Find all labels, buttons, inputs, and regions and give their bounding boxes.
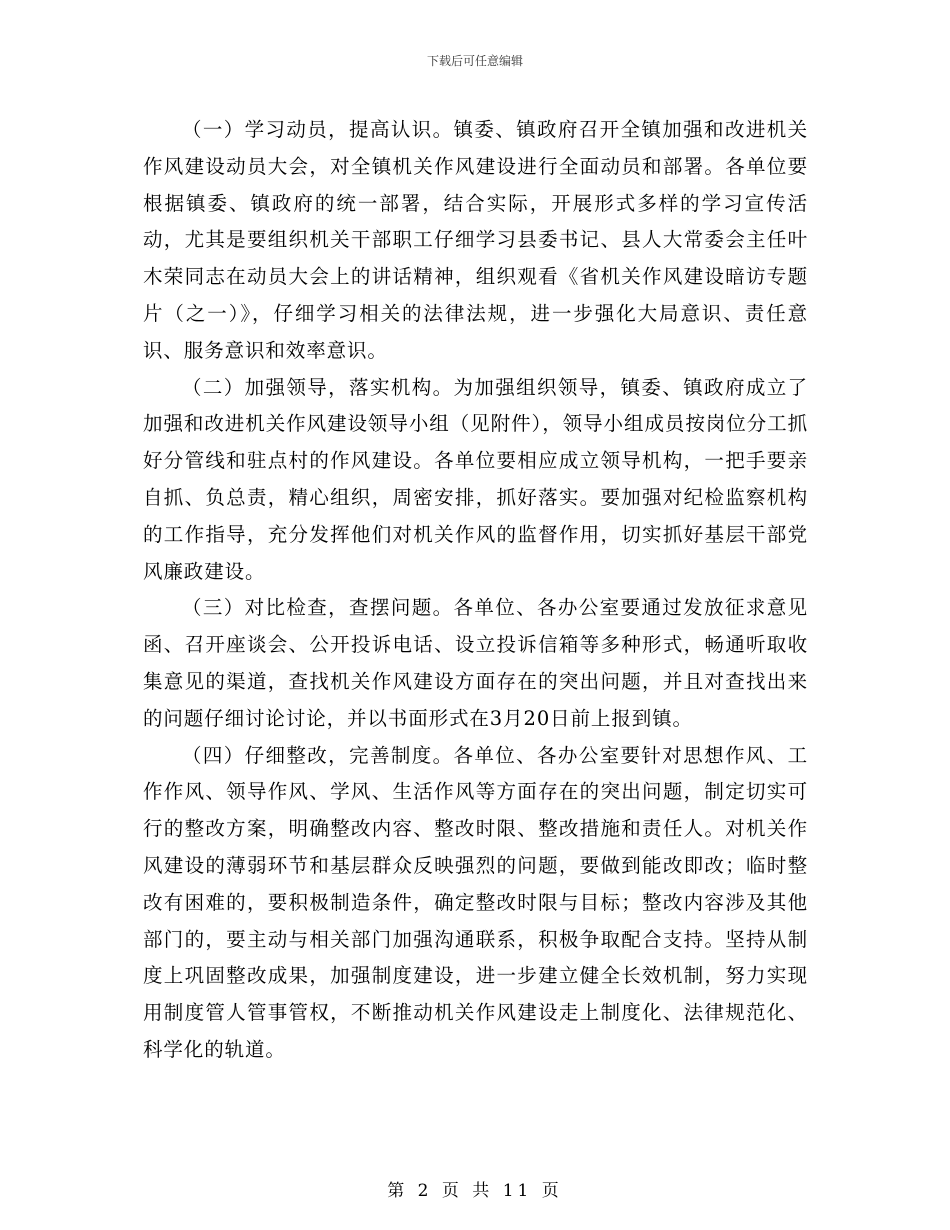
paragraph-2: （二）加强领导，落实机构。为加强组织领导，镇委、镇政府成立了加强和改进机关作风建设领导小组（见附件），领导小组成员按岗位分工抓好分管线和驻点村的作风建设。各单位要相应成立领导机构，一把手要亲自抓、负总责，精心组织，周密安排，抓好落实。要加强对纪检监察机构的工作指导，充分发挥他们对机关作风的监督作用，切实抓好基层干部党风廉政建设。 <box>143 375 808 583</box>
paragraph-3: （三）对比检查，查摆问题。各单位、各办公室要通过发放征求意见函、召开座谈会、公开投诉电话、设立投诉信箱等多种形式，畅通听取收集意见的渠道，查找机关作风建设方面存在的突出问题，并且对查找出来的问题仔细讨论讨论，并以书面形式在3月20日前上报到镇。 <box>143 596 808 730</box>
document-body <box>143 112 808 1069</box>
page-header: 下载后可任意编辑 <box>426 54 523 68</box>
paragraph-1: （一）学习动员，提高认识。镇委、镇政府召开全镇加强和改进机关作风建设动员大会，对全镇机关作风建设进行全面动员和部署。各单位要根据镇委、镇政府的统一部署，结合实际，开展形式多样的学习宣传活动，尤其是要组织机关干部职工仔细学习县委书记、县人大常委会主任叶木荣同志在动员大会上的讲话精神，组织观看《省机关作风建设暗访专题片（之一）》，仔细学习相关的法律法规，进一步强化大局意识、责任意识、服务意识和效率意识。 <box>143 118 808 362</box>
paragraph-4: （四）仔细整改，完善制度。各单位、各办公室要针对思想作风、工作作风、领导作风、学风、生活作风等方面存在的突出问题，制定切实可行的整改方案，明确整改内容、整改时限、整改措施和责任人。对机关作风建设的薄弱环节和基层群众反映强烈的问题，要做到能改即改；临时整改有困难的，要积极制造条件，确定整改时限与目标；整改内容涉及其他部门的，要主动与相关部门加强沟通联系，积极争取配合支持。坚持从制度上巩固整改成果，加强制度建设，进一步建立健全长效机制，努力实现用制度管人管事管权，不断推动机关作风建设走上制度化、法律规范化、科学化的轨道。 <box>143 743 808 1061</box>
page-number: 第 2 页 共 11 页 <box>387 1181 563 1201</box>
